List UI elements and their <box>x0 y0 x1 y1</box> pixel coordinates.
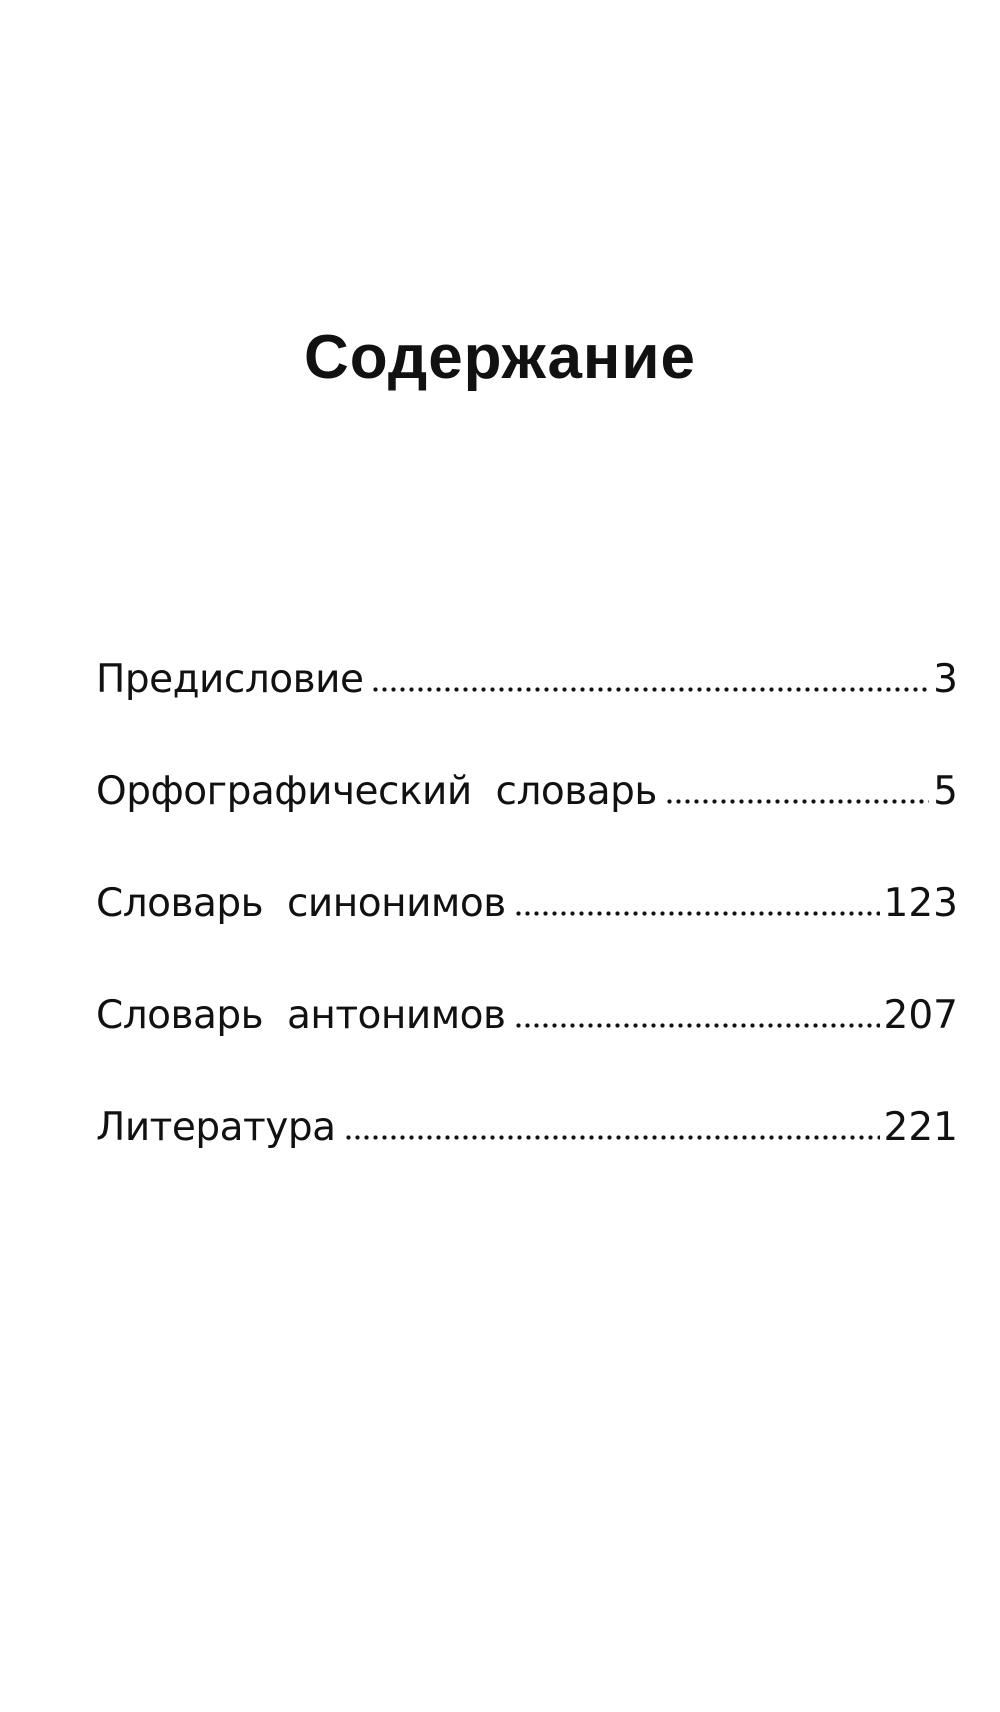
toc-entry-title: Словарь синонимов <box>96 881 506 926</box>
page-title: Содержание <box>304 323 696 392</box>
toc-entry-title: Словарь антонимов <box>96 993 506 1038</box>
toc-entry-page: 3 <box>933 657 958 702</box>
dot-leader <box>514 1023 880 1028</box>
dot-leader <box>665 799 929 804</box>
toc-entry-literature <box>96 1100 958 1212</box>
toc-entry-title: Предисловие <box>96 657 364 702</box>
toc-entry-antonyms-dictionary <box>96 988 958 1100</box>
dot-leader <box>344 1135 880 1140</box>
dot-leader <box>371 687 929 692</box>
toc-entry-orthographic-dictionary <box>96 764 958 876</box>
table-of-contents <box>96 652 958 1212</box>
toc-entry-page: 207 <box>883 993 958 1038</box>
toc-entry-page: 123 <box>883 881 958 926</box>
dot-leader <box>514 911 880 916</box>
toc-entry-title: Орфографический словарь <box>96 769 657 814</box>
toc-entry-page: 5 <box>933 769 958 814</box>
toc-entry-synonyms-dictionary <box>96 876 958 988</box>
toc-entry-preface <box>96 652 958 764</box>
toc-entry-page: 221 <box>883 1105 958 1150</box>
toc-entry-title: Литература <box>96 1105 336 1150</box>
